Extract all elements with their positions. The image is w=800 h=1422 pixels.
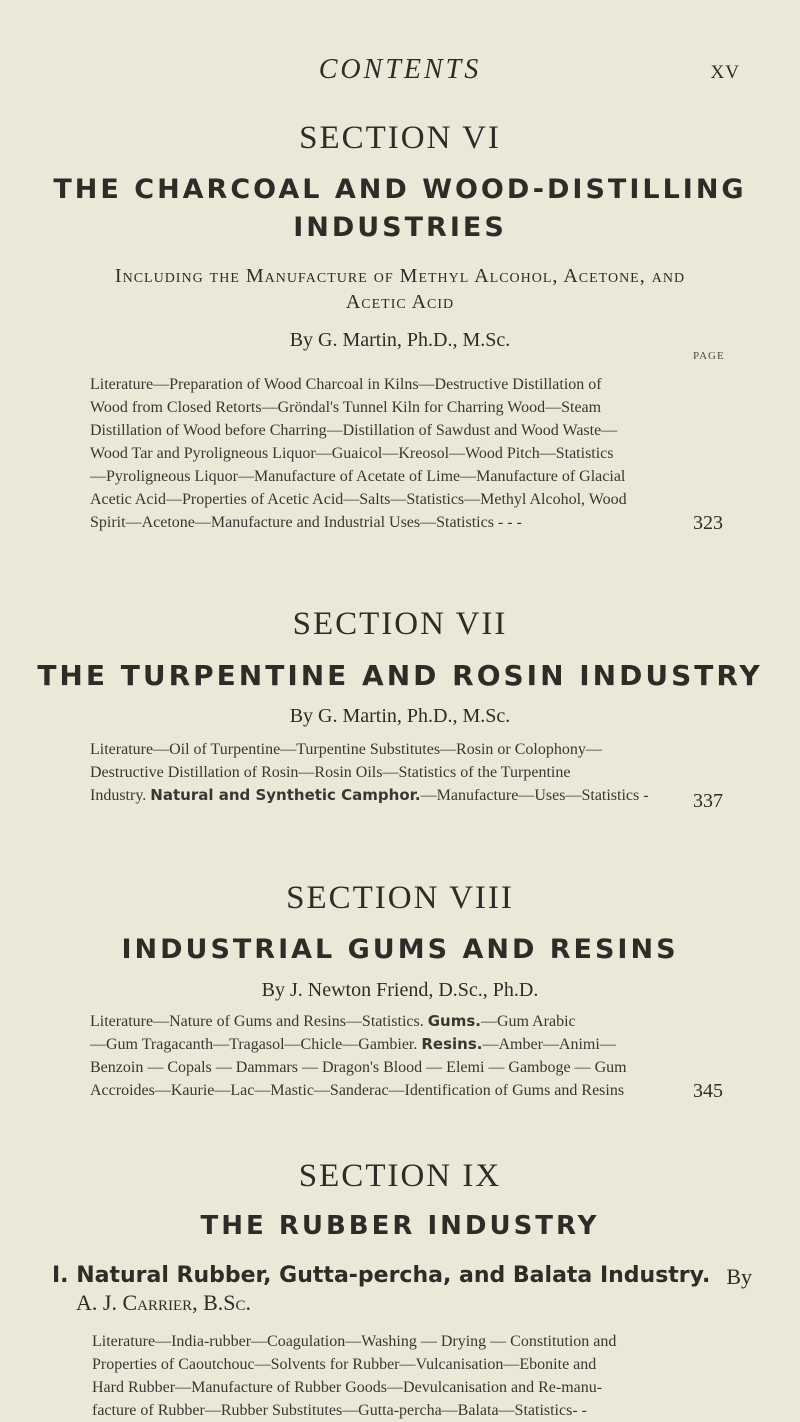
section-9	[0, 1158, 800, 1245]
section-8-line: Accroides—Kaurie—Lac—Mastic—Sanderac—Identification of Gums and Resins	[90, 1082, 625, 1099]
section-9-label: SECTION IX	[298, 1158, 502, 1194]
section-6-line: Distillation of Wood before Charring—Distillation of Sawdust and Wood Waste—	[90, 422, 618, 439]
section-9-line: Properties of Caoutchouc—Solvents for Rubber—Vulcanisation—Ebonite and	[92, 1356, 597, 1373]
section-7-title: THE TURPENTINE AND ROSIN INDUSTRY	[37, 659, 763, 692]
section-6-title-line1: THE CHARCOAL AND WOOD-DISTILLING	[53, 174, 747, 205]
section-6-subtitle-line1: Including the Manufacture of Methyl Alcohol, Acetone, and	[114, 265, 686, 287]
section-6-line: Wood Tar and Pyroligneous Liquor—Guaicol—Kreosol—Wood Pitch—Statistics	[90, 445, 614, 462]
section-6-line: Wood from Closed Retorts—Gröndal's Tunnel Kiln for Charring Wood—Steam	[90, 399, 602, 416]
section-9-title: THE RUBBER INDUSTRY	[200, 1211, 600, 1241]
section-8-line: —Gum Tragacanth—Tragasol—Chicle—Gambier. Resins.—Amber—Animi—	[90, 1035, 616, 1053]
section-8-contents	[90, 1010, 740, 1102]
running-head-page-number: XV	[710, 62, 740, 83]
section-8-author: By J. Newton Friend, D.Sc., Ph.D.	[261, 979, 539, 1001]
section-8-line: Literature—Nature of Gums and Resins—Statistics. Gums.—Gum Arabic	[90, 1012, 576, 1030]
section-9-part-heading	[52, 1262, 752, 1316]
section-7-line-last: Industry. Natural and Synthetic Camphor.—Manufacture—Uses—Statistics -	[90, 786, 649, 804]
section-8-page-number: 345	[693, 1080, 723, 1102]
section-6	[0, 120, 800, 352]
gums-heading: Gums.	[427, 1012, 481, 1030]
section-6-line: Spirit—Acetone—Manufacture and Industrial Uses—Statistics - - -	[90, 514, 522, 531]
section-6-line: Literature—Preparation of Wood Charcoal in Kilns—Destructive Distillation of	[90, 376, 602, 393]
part-1-heading: I. Natural Rubber, Gutta-percha, and Balata Industry.	[52, 1263, 711, 1288]
section-9-line: Literature—India-rubber—Coagulation—Washing — Drying — Constitution and	[92, 1333, 617, 1350]
section-6-line: —Pyroligneous Liquor—Manufacture of Acetate of Lime—Manufacture of Glacial	[90, 468, 626, 485]
page-column-label: PAGE	[693, 350, 725, 362]
section-7-author: By G. Martin, Ph.D., M.Sc.	[289, 705, 511, 727]
running-head-title: CONTENTS	[318, 54, 482, 85]
section-8-label: SECTION VIII	[286, 880, 514, 916]
section-6-subtitle	[0, 263, 800, 315]
camphor-heading: Natural and Synthetic Camphor.	[150, 786, 421, 804]
part-1-author: A. J. Carrier, B.Sc.	[76, 1290, 252, 1315]
section-7-line: Destructive Distillation of Rosin—Rosin Oils—Statistics of the Turpentine	[90, 764, 571, 781]
resins-heading: Resins.	[421, 1035, 483, 1053]
section-7-label: SECTION VII	[292, 606, 508, 642]
section-6-line: Acetic Acid—Properties of Acetic Acid—Salts—Statistics—Methyl Alcohol, Wood	[90, 491, 627, 508]
running-head	[0, 54, 800, 94]
section-8-title: INDUSTRIAL GUMS AND RESINS	[121, 934, 679, 965]
section-6-label: SECTION VI	[299, 120, 501, 156]
section-8-line: Benzoin — Copals — Dammars — Dragon's Blood — Elemi — Gamboge — Gum	[90, 1059, 627, 1076]
section-6-contents	[90, 373, 740, 534]
section-9-contents	[92, 1330, 742, 1422]
section-7	[0, 606, 800, 728]
section-7-contents	[90, 738, 740, 807]
section-6-author: By G. Martin, Ph.D., M.Sc.	[289, 329, 511, 351]
section-8	[0, 880, 800, 1002]
section-7-line: Literature—Oil of Turpentine—Turpentine Substitutes—Rosin or Colophony—	[90, 741, 602, 758]
section-6-page-number: 323	[693, 512, 723, 534]
section-9-line: facture of Rubber—Rubber Substitutes—Gutta-percha—Balata—Statistics- -	[92, 1402, 587, 1419]
section-6-subtitle-line2: Acetic Acid	[345, 291, 455, 313]
section-9-line: Hard Rubber—Manufacture of Rubber Goods—Devulcanisation and Re-manu-	[92, 1379, 603, 1396]
part-1-author-by: By	[726, 1264, 752, 1289]
section-6-title-line2: INDUSTRIES	[293, 212, 507, 243]
section-7-page-number: 337	[693, 790, 723, 812]
